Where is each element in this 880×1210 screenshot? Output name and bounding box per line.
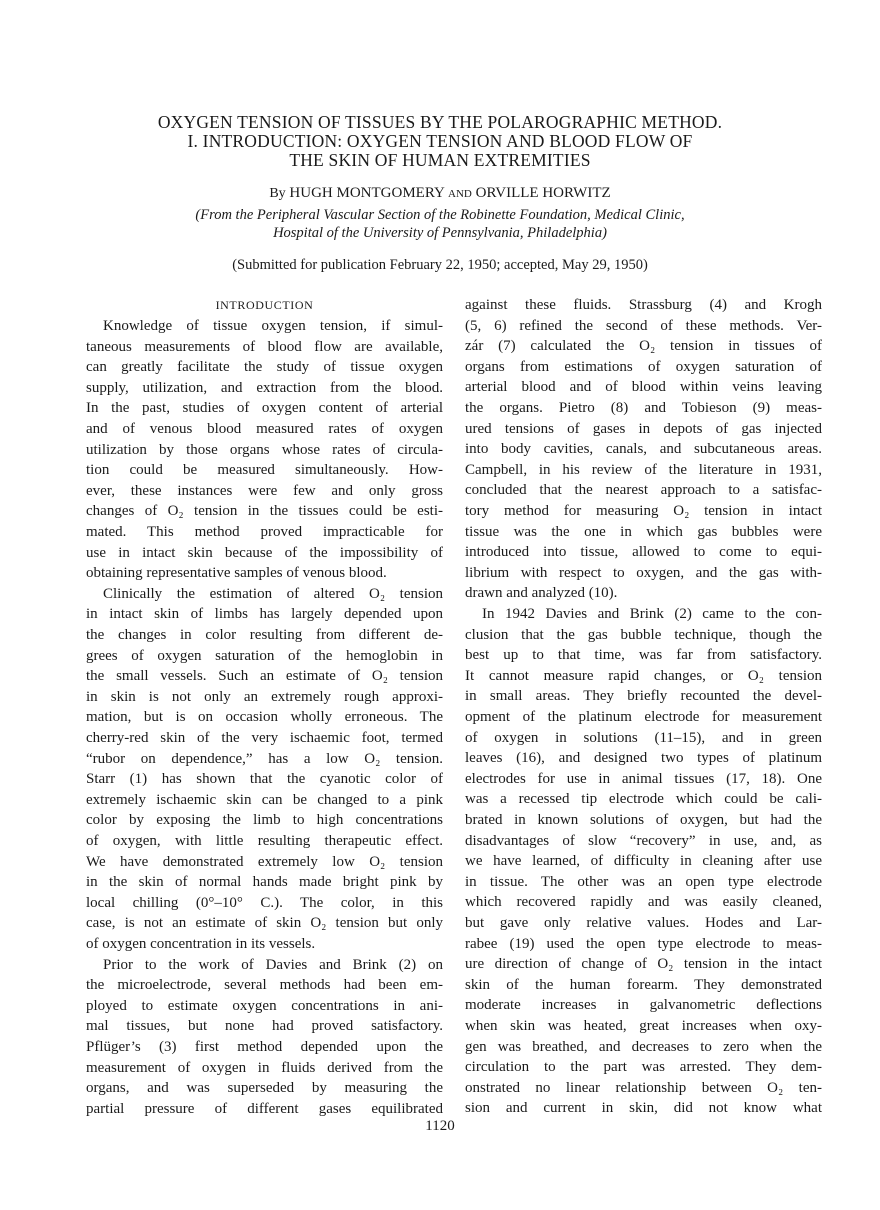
text-line: leaves (16), and designed two types of platinum xyxy=(465,750,822,767)
text-line: zár (7) calculated the O₂ tension in tissues of xyxy=(465,338,822,355)
text-line: rabee (19) used the open type electrode to meas- xyxy=(465,935,822,952)
text-line: librium with respect to oxygen, and the gas with- xyxy=(465,564,822,581)
title-line-2: I. INTRODUCTION: OXYGEN TENSION AND BLOOD FLOW OF xyxy=(187,131,693,151)
text-line: Pflüger’s (3) first method depended upon the xyxy=(86,1039,443,1055)
text-line: tissue was the one in which gas bubbles were xyxy=(465,523,822,540)
text-line: in skin is not only an extremely rough approxi- xyxy=(86,688,443,705)
text-line: Prior to the work of Davies and Brink (2) on xyxy=(103,956,443,973)
text-line: gen was breathed, and decreases to zero when the xyxy=(465,1038,822,1055)
text-line: ured tensions of gases in depots of gas injected xyxy=(465,420,822,437)
text-line: It cannot measure rapid changes, or O₂ tension xyxy=(465,667,822,684)
text-line: the small vessels. Such an estimate of O₂ tension xyxy=(86,668,443,685)
text-line: of oxygen in solutions (11–15), and in green xyxy=(465,729,822,746)
page-number: 1120 xyxy=(425,1118,455,1134)
text-line: organs from estimations of oxygen saturation of xyxy=(465,358,822,375)
text-line: the changes in color resulting from different de- xyxy=(86,627,443,643)
and-label: AND xyxy=(448,188,472,200)
text-line: We have demonstrated extremely low O₂ tension xyxy=(86,853,443,870)
text-line: measurement of oxygen in fluids derived from the xyxy=(86,1059,443,1076)
text-line: moderate increases in galvanometric deflections xyxy=(465,997,822,1014)
text-line: case, is not an estimate of skin O₂ tension but only xyxy=(86,915,443,932)
affiliation-line-1: (From the Peripheral Vascular Section of the Robinette Foundation, Medical Clinic, xyxy=(195,207,685,223)
section-heading: INTRODUCTION xyxy=(215,298,314,312)
text-line: “rubor on dependence,” has a low O₂ tension. xyxy=(86,750,443,767)
text-line: Knowledge of tissue oxygen tension, if simul- xyxy=(103,318,443,334)
text-line: mation, but is on occasion wholly erroneous. The xyxy=(86,709,443,726)
text-line: sion and current in skin, did not know what xyxy=(465,1100,822,1117)
text-line: cherry-red skin of the very ischaemic foot, termed xyxy=(86,730,443,746)
text-line: Campbell, in his review of the literature in 1931, xyxy=(465,461,822,478)
text-line: drawn and analyzed (10). xyxy=(465,585,618,602)
by-label: By xyxy=(269,186,286,201)
text-line: in tissue. The other was an open type electrode xyxy=(465,873,822,890)
text-line: ever, these instances were few and only gross xyxy=(86,482,443,499)
text-line: obtaining representative samples of venous blood. xyxy=(86,565,387,582)
text-line: tory method for measuring O₂ tension in intact xyxy=(465,503,822,519)
text-line: the microelectrode, several methods had been em- xyxy=(86,977,443,994)
text-line: of oxygen concentration in its vessels. xyxy=(86,936,316,952)
author-1: HUGH MONTGOMERY xyxy=(289,185,445,201)
text-line: opment of the platinum electrode for measurement xyxy=(465,709,822,725)
text-line: was a recessed tip electrode which could be cali- xyxy=(465,791,822,808)
text-line: onstrated no linear relationship between O₂ ten- xyxy=(465,1079,822,1096)
text-line: grees of oxygen saturation of the hemoglobin in xyxy=(86,647,443,664)
text-line: Starr (1) has shown that the cyanotic color of xyxy=(86,771,443,788)
submission-dates: (Submitted for publication February 22, 1950; accepted, May 29, 1950) xyxy=(232,257,648,273)
text-line: of oxygen, with little resulting therapeutic effect. xyxy=(86,833,443,849)
text-line: the organs. Pietro (8) and Tobieson (9) meas- xyxy=(465,400,822,416)
text-line: best up to that time, was far from satisfactory. xyxy=(465,647,822,664)
author-2: ORVILLE HORWITZ xyxy=(475,185,611,201)
text-line: taneous measurements of blood flow are available, xyxy=(86,338,443,355)
byline xyxy=(0,185,880,202)
title-line-3: THE SKIN OF HUMAN EXTREMITIES xyxy=(289,150,591,170)
text-line: local chilling (0°–10° C.). The color, in this xyxy=(86,894,443,911)
text-line: use in intact skin because of the impossibility of xyxy=(86,544,443,561)
text-line: extremely ischaemic skin can be changed to a pink xyxy=(86,791,443,808)
text-line: partial pressure of different gases equilibrated xyxy=(86,1100,443,1117)
text-line: into body cavities, canals, and subcutaneous areas. xyxy=(465,441,822,458)
text-line: clusion that the gas bubble technique, though the xyxy=(465,626,822,643)
text-line: in small areas. They briefly recounted the devel- xyxy=(465,688,822,705)
text-line: tion could be measured simultaneously. How- xyxy=(86,462,443,479)
text-line: in intact skin of limbs has largely depended upon xyxy=(86,606,443,623)
text-line: can greatly facilitate the study of tissue oxygen xyxy=(86,359,443,376)
text-line: organs, and was superseded by measuring the xyxy=(86,1080,443,1097)
text-line: which recovered rapidly and was easily cleaned, xyxy=(465,894,822,911)
text-line: against these fluids. Strassburg (4) and Krogh xyxy=(465,297,822,313)
text-line: brated in known solutions of oxygen, but had the xyxy=(465,812,822,828)
text-line: disadvantages of slow “recovery” in use, and, as xyxy=(465,832,822,849)
text-line: introduced into tissue, allowed to come to equi- xyxy=(465,544,822,561)
text-line: arterial blood and of blood within veins leaving xyxy=(465,379,822,396)
text-line: (5, 6) refined the second of these methods. Ver- xyxy=(465,317,822,334)
text-line: when skin was heated, great increases when oxy- xyxy=(465,1018,822,1034)
text-line: concluded that the nearest approach to a satisfac- xyxy=(465,482,822,499)
text-line: mal tissues, but none had proved satisfactory. xyxy=(86,1018,443,1035)
text-line: supply, utilization, and extraction from the blood. xyxy=(86,379,443,396)
text-line: utilization by those organs whose rates of circula- xyxy=(86,441,443,458)
text-line: in the skin of normal hands made bright pink by xyxy=(86,874,443,891)
text-line: we have learned, of difficulty in cleaning after use xyxy=(465,853,822,870)
text-line: color by exposing the limb to high concentrations xyxy=(86,812,443,829)
text-line: skin of the human forearm. They demonstrated xyxy=(465,976,822,993)
text-line: electrodes for use in animal tissues (17, 18). One xyxy=(465,770,822,787)
text-line: ure direction of change of O₂ tension in the intact xyxy=(465,956,822,973)
title-line-1: OXYGEN TENSION OF TISSUES BY THE POLAROGRAPHIC METHOD. xyxy=(157,112,723,132)
text-line: In the past, studies of oxygen content of arterial xyxy=(86,400,443,417)
text-line: ployed to estimate oxygen concentrations in ani- xyxy=(86,997,443,1014)
text-line: and of venous blood measured rates of oxygen xyxy=(86,421,443,437)
text-line: In 1942 Davies and Brink (2) came to the con- xyxy=(482,606,822,622)
text-line: Clinically the estimation of altered O₂ tension xyxy=(103,585,443,602)
text-line: circulation to the part was arrested. They dem- xyxy=(465,1059,822,1076)
affiliation-line-2: Hospital of the University of Pennsylvania, Philadelphia) xyxy=(273,225,607,241)
text-line: but gave only relative values. Hodes and Lar- xyxy=(465,915,822,931)
text-line: mated. This method proved impracticable for xyxy=(86,524,443,540)
text-line: changes of O₂ tension in the tissues could be esti- xyxy=(86,503,443,520)
